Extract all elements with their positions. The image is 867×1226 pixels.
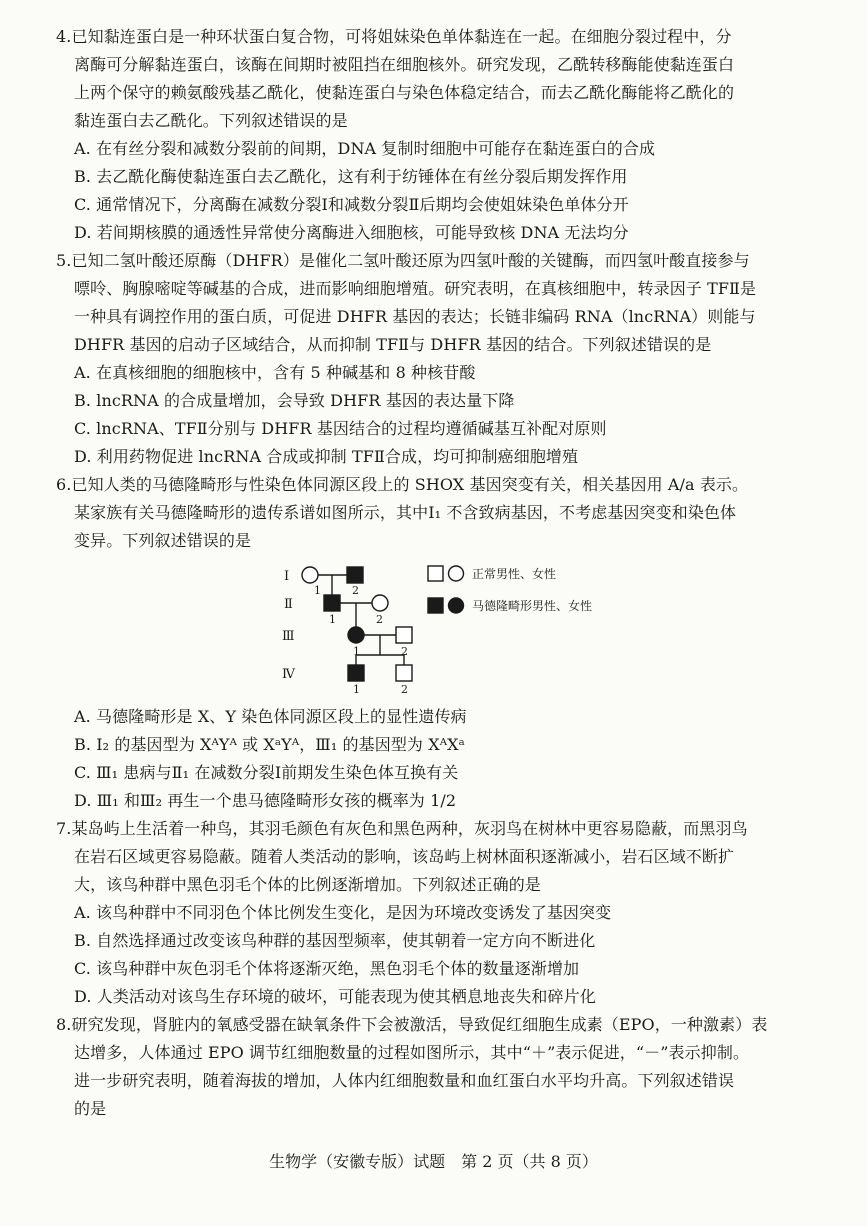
q7-stem-line: 7.某岛屿上生活着一种鸟，其羽毛颜色有灰色和黑色两种，灰羽鸟在树林中更容易隐蔽，而黑羽鸟 (56, 819, 748, 838)
individual-number: 2 (352, 584, 359, 597)
legend-affected-male-icon (428, 598, 443, 613)
generation-label: Ⅳ (282, 667, 295, 682)
q7-option-b: B. 自然选择通过改变该鸟种群的基因型频率，使其朝着一定方向不断进化 (74, 931, 596, 950)
gen2-ind2-normal-female (372, 595, 388, 611)
q8-stem-line: 8.研究发现，肾脏内的氧感受器在缺氧条件下会被激活，导致促红细胞生成素（EPO，一种激素）表 (56, 1015, 768, 1034)
q6-stem-line: 某家族有关马德隆畸形的遗传系谱如图所示，其中Ⅰ₁ 不含致病基因，不考虑基因突变和染色体 (74, 503, 737, 522)
q8-stem-line: 的是 (74, 1099, 107, 1118)
individual-number: 1 (314, 584, 321, 597)
legend-normal-female-icon (449, 566, 464, 581)
q5-stem-line: 5.已知二氢叶酸还原酶（DHFR）是催化二氢叶酸还原为四氢叶酸的关键酶，而四氢叶酸直接参与 (56, 251, 750, 270)
page-footer: 生物学（安徽专版）试题 第 2 页（共 8 页） (269, 1152, 598, 1171)
q7-option-c: C. 该鸟种群中灰色羽毛个体将逐渐灭绝，黑色羽毛个体的数量逐渐增加 (74, 959, 580, 978)
gen1-ind2-affected-male (347, 567, 363, 583)
q8-stem-line: 达增多，人体通过 EPO 调节红细胞数量的过程如图所示，其中“＋”表示促进，“－”表示抑制。 (74, 1043, 750, 1062)
gen2-ind1-affected-male (324, 595, 340, 611)
q7-stem-line: 大，该鸟种群中黑色羽毛个体的比例逐渐增加。下列叙述正确的是 (74, 875, 541, 894)
q6-option-d: D. Ⅲ₁ 和Ⅲ₂ 再生一个患马德隆畸形女孩的概率为 1/2 (74, 791, 457, 810)
q5-option-d: D. 利用药物促进 lncRNA 合成或抑制 TFⅡ合成，均可抑制癌细胞增殖 (74, 447, 579, 466)
q4-option-b: B. 去乙酰化酶使黏连蛋白去乙酰化，这有利于纺锤体在有丝分裂后期发挥作用 (74, 167, 628, 186)
individual-number: 1 (329, 613, 336, 626)
generation-label: Ⅰ (284, 569, 290, 584)
individual-number: 1 (353, 645, 360, 658)
gen4-ind2-normal-male (396, 665, 412, 681)
q4-stem-line: 黏连蛋白去乙酰化。下列叙述错误的是 (74, 111, 348, 130)
q7-option-d: D. 人类活动对该鸟生存环境的破坏，可能表现为使其栖息地丧失和碎片化 (74, 987, 596, 1006)
q4-stem-line: 4.已知黏连蛋白是一种环状蛋白复合物，可将姐妹染色单体黏连在一起。在细胞分裂过程中，分 (56, 27, 732, 46)
q6-stem-line: 6.已知人类的马德隆畸形与性染色体同源区段上的 SHOX 基因突变有关，相关基因用 A/a 表示。 (56, 475, 749, 494)
individual-number: 2 (401, 683, 408, 695)
gen4-ind1-affected-male (348, 665, 364, 681)
q7-option-a: A. 该鸟种群中不同羽色个体比例发生变化，是因为环境改变诱发了基因突变 (74, 903, 612, 922)
q5-stem-line: 嘌呤、胸腺嘧啶等碱基的合成，进而影响细胞增殖。研究表明，在真核细胞中，转录因子 TFⅡ是 (74, 279, 757, 298)
generation-label: Ⅱ (284, 597, 293, 612)
q4-option-a: A. 在有丝分裂和减数分裂前的间期，DNA 复制时细胞中可能存在黏连蛋白的合成 (74, 139, 656, 158)
q4-option-d: D. 若间期核膜的通透性异常使分离酶进入细胞核，可能导致核 DNA 无法均分 (74, 223, 629, 242)
q7-stem-line: 在岩石区域更容易隐蔽。随着人类活动的影响，该岛屿上树林面积逐渐减小，岩石区域不断扩 (74, 847, 735, 866)
generation-label: Ⅲ (282, 629, 295, 644)
q6-option-a: A. 马德隆畸形是 X、Y 染色体同源区段上的显性遗传病 (74, 707, 467, 726)
legend-normal-male-icon (428, 566, 443, 581)
individual-number: 2 (401, 645, 408, 658)
q4-stem-line: 离酶可分解黏连蛋白，该酶在间期时被阻挡在细胞核外。研究发现，乙酰转移酶能使黏连蛋白 (74, 55, 735, 74)
q6-option-c: C. Ⅲ₁ 患病与Ⅱ₁ 在减数分裂Ⅰ前期发生染色体互换有关 (74, 763, 459, 782)
individual-number: 2 (376, 613, 383, 626)
legend-affected-female-icon (449, 598, 464, 613)
legend-affected-label: 马德隆畸形男性、女性 (472, 599, 593, 613)
q4-stem-line: 上两个保守的赖氨酸残基乙酰化，使黏连蛋白与染色体稳定结合，而去乙酰化酶能将乙酰化的 (74, 83, 735, 102)
q5-stem-line: 一种具有调控作用的蛋白质，可促进 DHFR 基因的表达；长链非编码 RNA（lncRNA）则能与 (74, 307, 756, 326)
pedigree-chart (280, 555, 620, 695)
gen3-ind2-normal-male (396, 627, 412, 643)
q5-option-a: A. 在真核细胞的细胞核中，含有 5 种碱基和 8 种核苷酸 (74, 363, 476, 382)
q4-option-c: C. 通常情况下，分离酶在减数分裂Ⅰ和减数分裂Ⅱ后期均会使姐妹染色单体分开 (74, 195, 629, 214)
q8-stem-line: 进一步研究表明，随着海拔的增加，人体内红细胞数量和血红蛋白水平均升高。下列叙述错误 (74, 1071, 735, 1090)
q6-option-b: B. Ⅰ₂ 的基因型为 XᴬYᴬ 或 XᵃYᴬ，Ⅲ₁ 的基因型为 XᴬXᵃ (74, 735, 465, 754)
legend-normal-label: 正常男性、女性 (472, 567, 557, 581)
individual-number: 1 (353, 683, 360, 695)
q6-stem-line: 变异。下列叙述错误的是 (74, 531, 252, 550)
q5-stem-line: DHFR 基因的启动子区域结合，从而抑制 TFⅡ与 DHFR 基因的结合。下列叙述错误的是 (74, 335, 712, 354)
gen3-ind1-affected-female (348, 627, 364, 643)
q5-option-c: C. lncRNA、TFⅡ分别与 DHFR 基因结合的过程均遵循碱基互补配对原则 (74, 419, 607, 438)
q5-option-b: B. lncRNA 的合成量增加，会导致 DHFR 基因的表达量下降 (74, 391, 515, 410)
gen1-ind1-normal-female (302, 567, 318, 583)
